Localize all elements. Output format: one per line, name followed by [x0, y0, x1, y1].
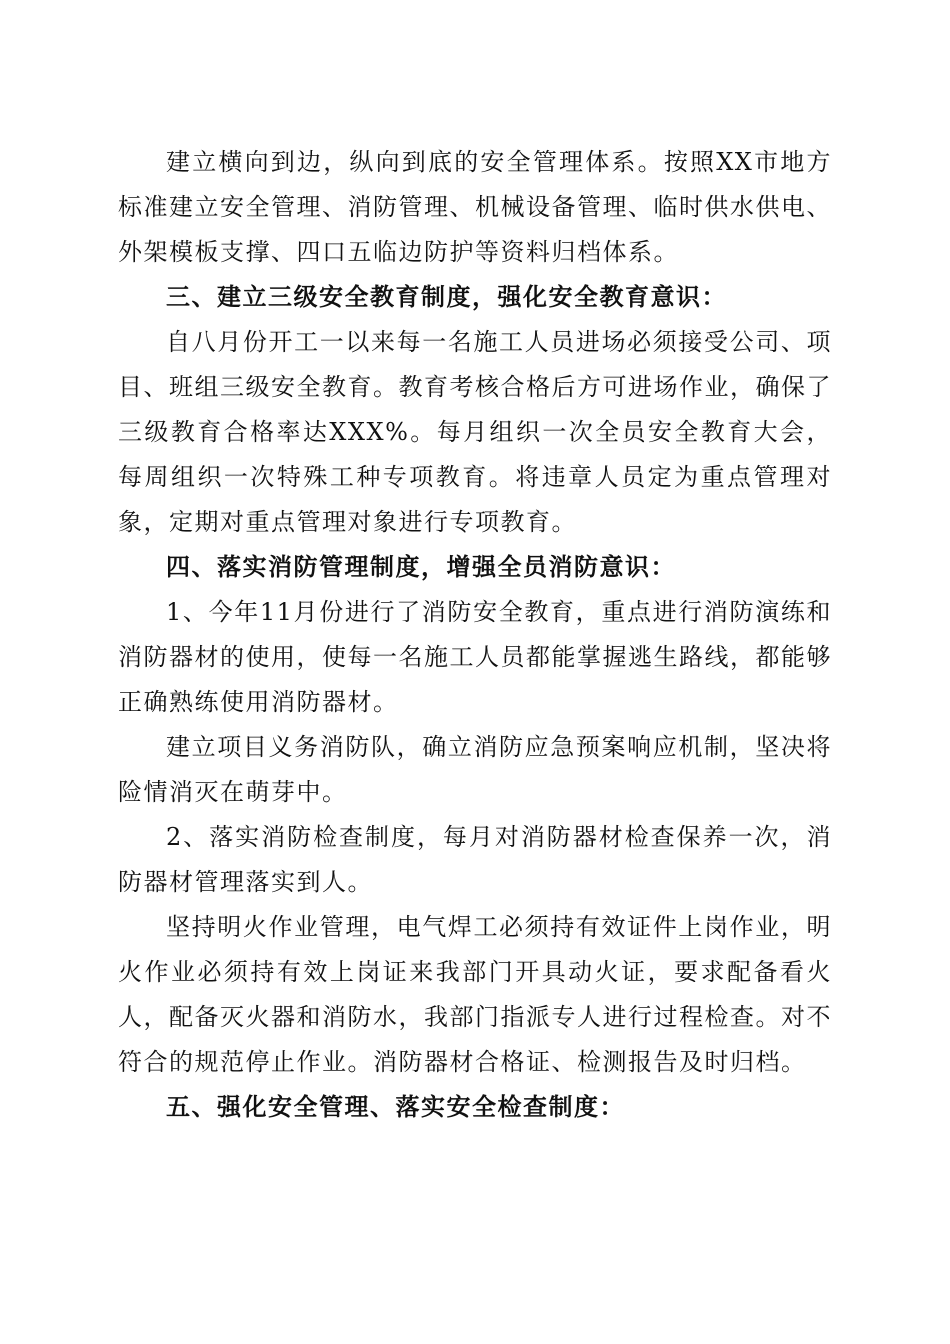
document-body	[118, 140, 832, 1130]
paragraph-fire-inspection: 2、落实消防检查制度，每月对消防器材检查保养一次，消防器材管理落实到人。	[118, 823, 832, 896]
paragraph-fire-education: 1、今年11月份进行了消防安全教育，重点进行消防演练和消防器材的使用，使每一名施工人员都能掌握逃生路线，都能够正确熟练使用消防器材。	[118, 598, 832, 716]
heading-section-5: 五、强化安全管理、落实安全检查制度：	[166, 1093, 625, 1121]
paragraph-volunteer-fire-team: 建立项目义务消防队，确立消防应急预案响应机制，坚决将险情消灭在萌芽中。	[118, 733, 832, 806]
heading-section-3: 三、建立三级安全教育制度，强化安全教育意识：	[166, 283, 727, 311]
paragraph-three-level-education: 自八月份开工一以来每一名施工人员进场必须接受公司、项目、班组三级安全教育。教育考核合格后方可进场作业，确保了三级教育合格率达XXX%。每月组织一次全员安全教育大会，每周组织一次特殊工种专项教育。将违章人员定为重点管理对象，定期对重点管理对象进行专项教育。	[118, 328, 832, 536]
paragraph-open-fire-management: 坚持明火作业管理，电气焊工必须持有效证件上岗作业，明火作业必须持有效上岗证来我部门开具动火证，要求配备看火人，配备灭火器和消防水，我部门指派专人进行过程检查。对不符合的规范停止作业。消防器材合格证、检测报告及时归档。	[118, 913, 832, 1076]
paragraph-safety-system: 建立横向到边，纵向到底的安全管理体系。按照XX市地方标准建立安全管理、消防管理、机械设备管理、临时供水供电、外架模板支撑、四口五临边防护等资料归档体系。	[118, 148, 832, 266]
heading-section-4: 四、落实消防管理制度，增强全员消防意识：	[166, 553, 676, 581]
